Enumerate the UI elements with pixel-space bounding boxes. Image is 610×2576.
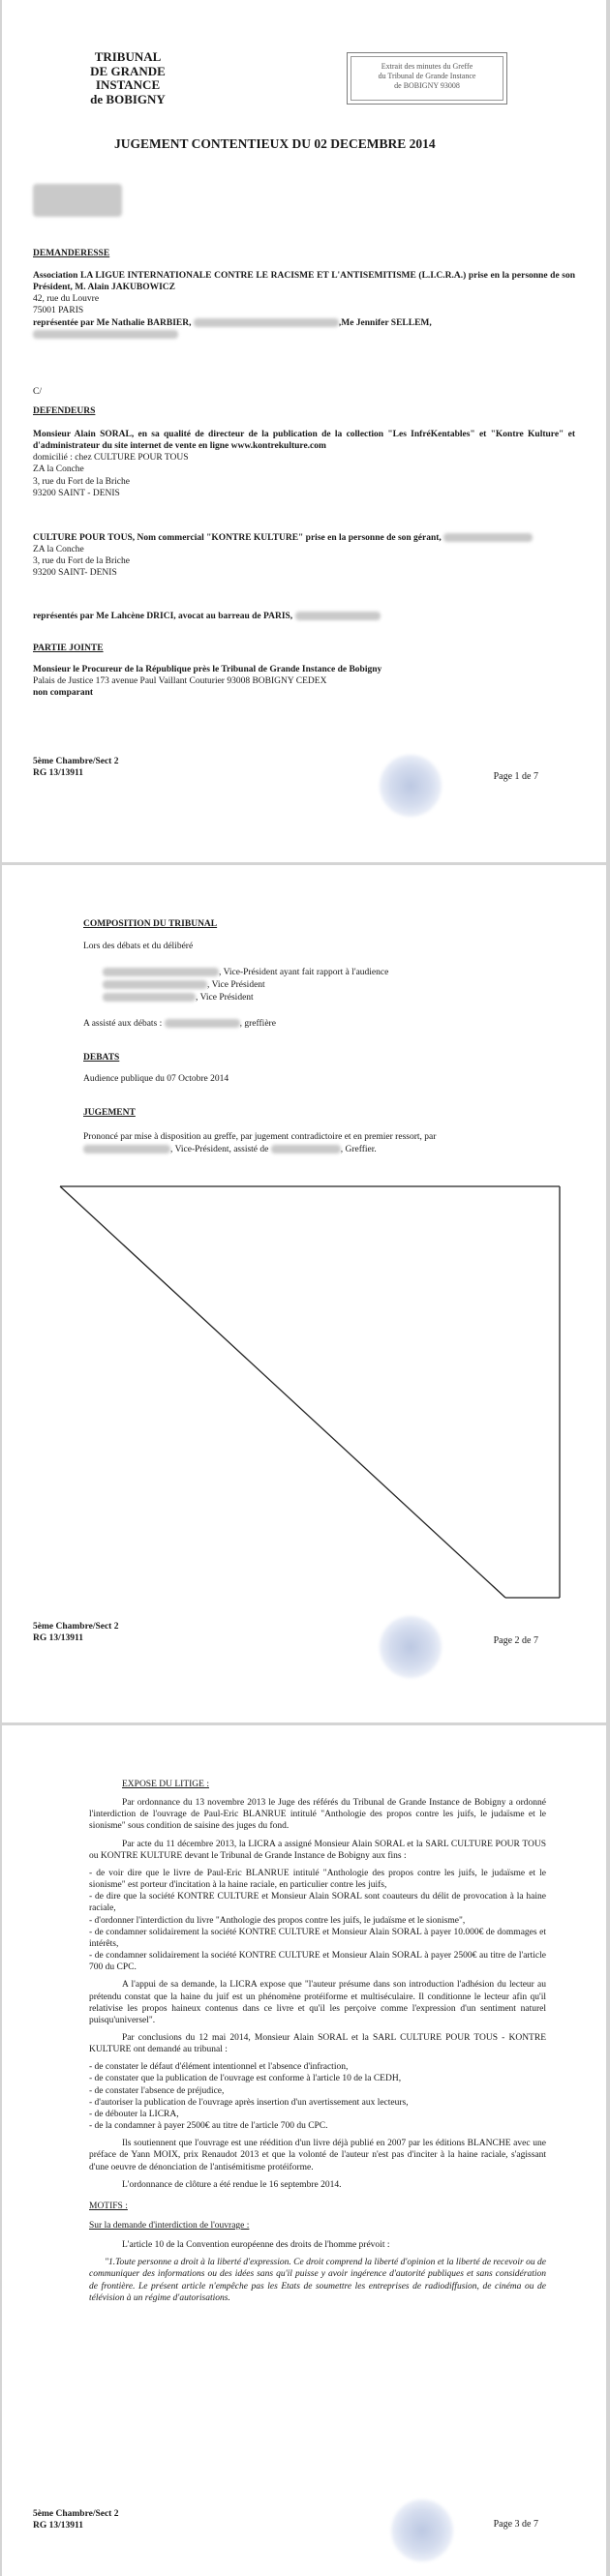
registry-stamp [347,52,507,105]
page-footer-ref [33,757,118,780]
demanderesse-block [33,270,575,341]
footer-rg: RG 13/13911 [33,767,83,778]
expose-heading: EXPOSE DU LITIGE : [122,1780,209,1789]
address-line: 93200 SAINT- DENIS [33,568,117,579]
document-page-1 [2,0,606,862]
document-page-2 [2,865,606,1722]
footer-chamber: 5ème Chambre/Sect 2 [33,1622,119,1632]
motifs-subheading: Sur la demande d'interdiction de l'ouvrage : [89,2221,250,2231]
redacted-name [33,330,178,339]
address-line: 75001 PARIS [33,306,84,316]
versus-mark: C/ [33,387,42,397]
redacted-name [443,533,533,542]
address-line: 3, rue du Fort de la Briche [33,476,130,487]
stamp-line: de BOBIGNY 93008 [394,81,460,90]
domicile-line: domicilié : chez CULTURE POUR TOUS [33,453,189,464]
list-item: - de voir dire que le livre de Paul-Eric BLANRUE intitulé "Anthologie des propos contre les juifs, le judaïsme et le sionisme" est porteur d'incitation à la haine raciale, en particulier contre les juifs, [89,1868,546,1891]
address-line: 42, rue du Louvre [33,294,100,305]
demands-list [89,1868,546,1973]
court-seal [380,1616,442,1678]
address-line: 3, rue du Fort de la Briche [33,556,130,567]
stamp-line: Extrait des minutes du Greffe [381,62,473,71]
judge-role: , Vice-Président ayant fait rapport à l'audience [219,968,389,977]
lawyer-names: représentée par Me Nathalie BARBIER, [33,317,192,328]
defendeur-1 [33,429,575,499]
court-line: de BOBIGNY [90,91,166,106]
list-item: - de condamner solidairement la société KONTRE CULTURE et Monsieur Alain SORAL à payer 2500€ au titre de l'article 700 du CPC. [89,1951,546,1973]
expose-section [89,1779,546,2304]
demanderesse-name: Association LA LIGUE INTERNATIONALE CONTRE LE RACISME ET L'ANTISEMITISME (L.I.C.R.A.) prise en la personne de son Président, M. Alain JAKUBOWICZ [33,271,575,293]
clerk-role: , greffière [239,1019,276,1029]
footer-rg: RG 13/13911 [33,2520,83,2531]
page-footer-ref [33,2509,118,2532]
prononce-line: Prononcé par mise à disposition au greffe, par jugement contradictoire et en premier ressort, par [83,1132,437,1142]
paragraph: Par conclusions du 12 mai 2014, Monsieur Alain SORAL et la SARL CULTURE POUR TOUS - KONTRE KULTURE ont demandé au tribunal : [89,2032,546,2055]
strikeout-cross [2,865,606,1722]
motifs-heading: MOTIFS : [89,2201,128,2211]
defense-lawyer: représentés par Me Lahcène DRICI, avocat au barreau de PARIS, [33,612,293,621]
page-number: Page 3 de 7 [493,2519,538,2530]
stamp-line: du Tribunal de Grande Instance [378,72,476,80]
paragraph: Ils soutiennent que l'ouvrage est une réédition d'un livre déjà publié en 2007 par les éditions BLANCHE avec une préface de Yann MOIX, prix Renaudot 2013 et que la volonté de l'auteur n'est pas d'inciter à la haine raciale, s'agissant d'une oeuvre de dénonciation de l'antisémitisme protéiforme. [89,2139,546,2172]
jugement-heading: JUGEMENT [83,1108,136,1118]
clerk-label: A assisté aux débats : [83,1019,163,1029]
defendeur-2 [33,532,575,580]
vp-role: , Vice-Président, assisté de [170,1145,269,1154]
list-item: - de condamner solidairement la société KONTRE CULTURE et Monsieur Alain SORAL à payer 10.000€ de dommages et intérêts, [89,1927,546,1949]
list-item: - d'autoriser la publication de l'ouvrage après insertion d'un avertissement aux lecteurs, [89,2097,409,2108]
list-item: - d'ordonner l'interdiction du livre "Anthologie des propos contre les juifs, le judaïsme et le sionisme", [89,1915,466,1926]
court-line: TRIBUNAL [94,49,162,64]
redacted-block [33,184,122,217]
quotation: "1.Toute personne a droit à la liberté d'expression. Ce droit comprend la liberté d'opinion et la liberté de recevoir ou de communiquer des informations ou des idées sans qu'il puisse y avoir ingérence d'autorité publiques et sans considération de frontière. Le présent article n'empêche pas les Etats de soumettre les entreprises de radiodiffusion, de cinéma ou de télévision à un régime d'autorisations. [89,2258,546,2303]
paragraph: Par acte du 11 décembre 2013, la LICRA a assigné Monsieur Alain SORAL et la SARL CULTURE POUR TOUS ou KONTRE KULTURE devant le Tribunal de Grande Instance de Bobigny aux fins : [89,1839,546,1861]
audience-line: Audience publique du 07 Octobre 2014 [83,1074,229,1084]
defense-representation [33,611,381,622]
debats-line: Lors des débats et du délibéré [83,942,194,951]
court-seal [380,755,442,817]
lawyer-names: ,Me Jennifer SELLEM, [338,317,432,328]
redacted-name [295,612,381,620]
judge-role: , Vice Président [196,993,254,1003]
list-item: - de la condamner à payer 2500€ au titre de l'article 700 du CPC. [89,2121,328,2132]
page-number: Page 2 de 7 [493,1635,538,1646]
partie-status: non comparant [33,688,94,699]
demanderesse-heading: DEMANDERESSE [33,249,110,258]
partie-address: Palais de Justice 173 avenue Paul Vaillant Couturier 93008 BOBIGNY CEDEX [33,676,327,687]
judge-role: , Vice Président [207,980,265,990]
greffier-role: , Greffier. [340,1145,377,1154]
list-item: - de constater le défaut d'élément intentionnel et l'absence d'infraction, [89,2062,349,2073]
paragraph: L'article 10 de la Convention européenne des droits de l'homme prévoit : [122,2240,390,2251]
partie-jointe-heading: PARTIE JOINTE [33,644,104,653]
page-number: Page 1 de 7 [493,771,538,782]
partie-name: Monsieur le Procureur de la République près le Tribunal de Grande Instance de Bobigny [33,665,382,674]
court-header [60,50,196,106]
composition-heading: COMPOSITION DU TRIBUNAL [83,919,218,929]
list-item: - de dire que la société KONTRE CULTURE et Monsieur Alain SORAL sont coauteurs du délit de provocation à la haine raciale, [89,1892,546,1914]
footer-rg: RG 13/13911 [33,1632,83,1643]
strikeout-diagonal [60,1186,505,1598]
conclusions-list [89,2061,546,2132]
court-line: DE GRANDE INSTANCE [90,63,166,93]
paragraph: A l'appui de sa demande, la LICRA expose que "l'auteur présume dans son introduction l'adhésion du lecteur au prétendu constat que la haine du juif est un phénomène protéiforme et multiséculaire. Il conditionne le lecteur afin qu'il relativise les propos haineux contenus dans ce livre et qu'il les perçoive comme l'expression d'un sentiment naturel puisqu'universel". [89,1980,546,2025]
document-page-3 [2,1725,606,2576]
list-item: - de constater que la publication de l'ouvrage est conforme à l'article 10 de la CEDH, [89,2074,402,2084]
address-line: 93200 SAINT - DENIS [33,488,120,498]
representation-line [33,317,575,341]
page-footer-ref [33,1622,118,1645]
footer-chamber: 5ème Chambre/Sect 2 [33,2509,119,2519]
footer-chamber: 5ème Chambre/Sect 2 [33,757,119,766]
paragraph: Par ordonnance du 13 novembre 2013 le Juge des référés du Tribunal de Grande Instance de Bobigny a ordonné l'interdiction de l'ouvrage de Paul-Eric BLANRUE intitulé "Anthologie des propos contre les juifs, le judaïsme et le sionisme" sous condition de saisine des juges du fond. [89,1798,546,1832]
address-line: ZA la Conche [33,545,84,555]
redacted-name [194,318,339,327]
list-item: - de débouter la LICRA, [89,2109,179,2119]
partie-jointe-block [33,664,575,699]
defendeur-name [33,532,536,544]
defendeur-name: Monsieur Alain SORAL, en sa qualité de directeur de la publication de la collection "Les InfréKentables" et "Kontre Kulture" et d'administrateur du site internet de vente en ligne www.kontrekulture.com [33,430,575,452]
court-seal [391,2500,453,2561]
defendeur-name-text: CULTURE POUR TOUS, Nom commercial "KONTRE KULTURE" prise en la personne de son gérant, [33,533,442,543]
page-title: JUGEMENT CONTENTIEUX DU 02 DECEMBRE 2014 [114,136,436,151]
list-item: - de constater l'absence de préjudice, [89,2085,225,2096]
defendeurs-heading: DEFENDEURS [33,406,96,416]
address-line: ZA la Conche [33,464,84,475]
paragraph: L'ordonnance de clôture a été rendue le 16 septembre 2014. [122,2179,342,2190]
debats-heading: DEBATS [83,1053,120,1063]
